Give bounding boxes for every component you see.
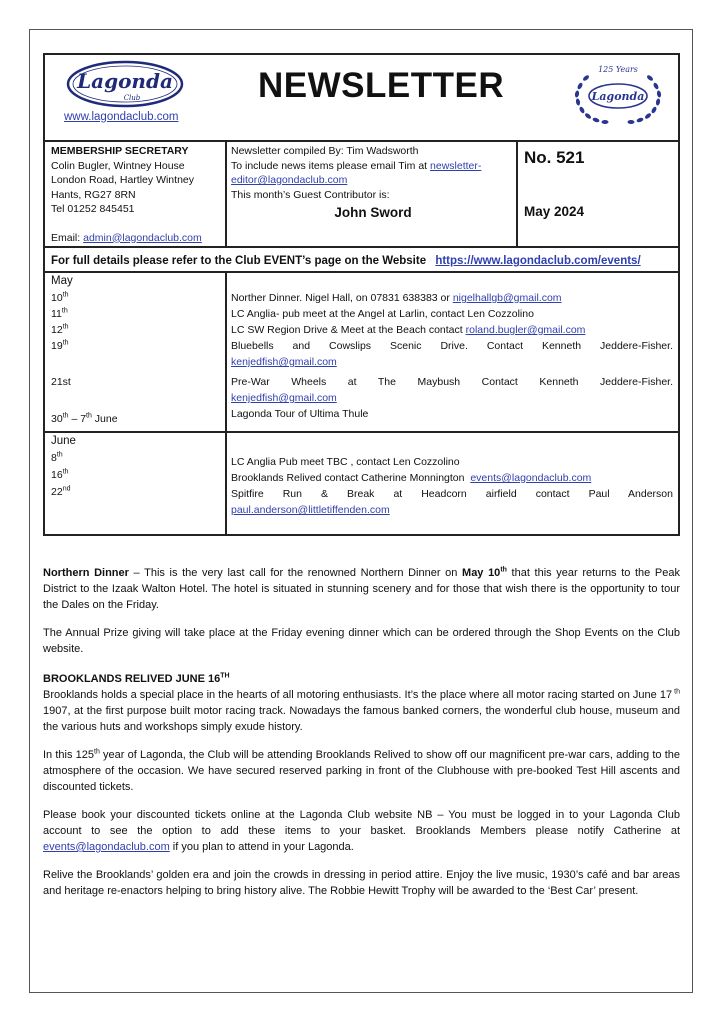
divider [225, 271, 227, 535]
anniversary-logo-text: Lagonda [591, 90, 645, 103]
event-item: Spitfire Run & Break at Headcorn airfield contact Paul Anderson [231, 488, 673, 500]
brooklands-heading: BROOKLANDS RELIVED JUNE 16TH [43, 672, 230, 685]
event-item: Pre-War Wheels at The Maybush Contact Kenneth Jeddere-Fisher. [231, 376, 673, 388]
article-northern-dinner [43, 565, 680, 657]
event-item-email [231, 392, 337, 404]
brooklands-paragraph-1: Brooklands holds a special place in the hearts of all motoring enthusiasts. It’s the place where all motor racing started on June 17 $^{th}$ 1907, at the first purpose built motor racing track. Nowadays the famous banked corners, the wonderful club house, museum and the various huts and workshops simply exude history. [43, 688, 680, 733]
event-item: LC SW Region Drive & Meet at the Beach contact roland.bugler@gmail.com [231, 324, 586, 336]
event-item-email [231, 356, 337, 368]
address-line: London Road, Hartley Wintney [51, 174, 194, 186]
northern-dinner-paragraph: Northern Dinner – This is the very last call for the renowned Northern Dinner on May 10th that this year returns to the Peak District to the Izaak Walton Hotel. The hotel is situated in stunning scenery and for those that wish there is the opportunity to tour the Dales on the Friday. [43, 566, 680, 611]
brooklands-paragraph-4: Relive the Brooklands’ golden era and join the crowds in dressing in period attire. Enjoy the live music, 1930’s café and bar areas and heritage re-enactors helping to bring history alive. The Robbie Hewitt Trophy will be awarded to the ‘Best Car’ present. [43, 869, 680, 897]
event-date: 30th – 7th June [51, 412, 118, 425]
email-label: Email: [51, 231, 81, 244]
brooklands-paragraph-3: Please book your discounted tickets online at the Lagonda Club website NB – You must be logged in to your Lagonda Club account to see the option to add these items to your basket. Brooklands Members please notify Catherine at events@lagondaclub.com if you plan to attend in your Lagonda. [43, 809, 680, 853]
email-line [51, 231, 221, 246]
divider [516, 140, 518, 247]
newsletter-title: NEWSLETTER [258, 66, 505, 105]
guest-contributor-name: John Sword [334, 205, 412, 220]
logo-text: Lagonda [77, 69, 173, 93]
divider [225, 140, 227, 247]
include-text: To include news items please email Tim at [231, 159, 428, 172]
address-line: Hants, RG27 8RN [51, 188, 136, 201]
event-item: Norther Dinner. Nigel Hall, on 07831 638383 or nigelhallgb@gmail.com [231, 292, 562, 304]
event-date: 21st [51, 376, 71, 388]
event-item: Bluebells and Cowslips Scenic Drive. Contact Kenneth Jeddere-Fisher. [231, 340, 673, 352]
event-date: 19th [51, 339, 69, 352]
membership-email-link[interactable]: admin@lagondaclub.com [83, 231, 202, 244]
compiler-info [231, 144, 515, 202]
event-date: 16th [51, 468, 69, 481]
events-page-link[interactable]: https://www.lagondaclub.com/events/ [435, 255, 641, 267]
lagonda-club-logo [66, 60, 184, 108]
event-item-email [231, 504, 390, 516]
event-item: Brooklands Relived contact Catherine Monnington events@lagondaclub.com [231, 472, 592, 484]
issue-number: No. 521 [524, 148, 585, 167]
logo-subtext: Club [123, 94, 141, 102]
events-banner-text: For full details please refer to the Club EVENT’s page on the Website [51, 255, 427, 267]
guest-label: This month’s Guest Contributor is: [231, 188, 390, 201]
event-item: Lagonda Tour of Ultima Thule [231, 408, 369, 420]
divider [43, 140, 680, 142]
newsletter-email-link-part1[interactable]: newsletter- [430, 159, 482, 172]
events-email-link[interactable]: events@lagondaclub.com [43, 841, 170, 853]
event-date: 10th [51, 291, 69, 304]
compiled-by: Newsletter compiled By: Tim Wadsworth [231, 145, 419, 157]
address-line: Colin Bugler, Wintney House [51, 159, 185, 172]
event-date: 8th [51, 451, 63, 464]
phone-line: Tel 01252 845451 [51, 203, 135, 215]
newsletter-email-link-part2[interactable]: editor@lagondaclub.com [231, 174, 348, 186]
include-news-line [231, 159, 515, 174]
brooklands-paragraph-2: In this 125th year of Lagonda, the Club will be attending Brooklands Relived to show off our magnificent pre-war cars, adding to the atmosphere of the occasion. We have secured reserved parking in front of the Clubhouse with pre-booked Test Hill ascents and discounted tickets. [43, 748, 680, 793]
anniversary-badge-icon [566, 58, 670, 130]
membership-heading: MEMBERSHIP SECRETARY [51, 145, 189, 157]
event-email-link[interactable]: kenjedfish@gmail.com [231, 392, 337, 404]
anniversary-text: 125 Years [598, 65, 638, 74]
divider [43, 246, 680, 248]
prize-giving-paragraph: The Annual Prize giving will take place at the Friday evening dinner which can be ordered through the Shop Events on the Club website. [43, 627, 680, 655]
divider [43, 431, 680, 433]
event-email-link[interactable]: paul.anderson@littletiffenden.com [231, 504, 390, 516]
month-label-june: June [51, 435, 76, 447]
article-brooklands [43, 671, 680, 899]
event-email-link[interactable]: kenjedfish@gmail.com [231, 356, 337, 368]
membership-secretary [51, 144, 221, 245]
event-email-link[interactable]: events@lagondaclub.com [470, 472, 592, 484]
event-date: 22nd [51, 485, 71, 498]
event-email-link[interactable]: roland.bugler@gmail.com [465, 324, 586, 336]
event-item: LC Anglia- pub meet at the Angel at Larlin, contact Len Cozzolino [231, 308, 534, 320]
event-email-link[interactable]: nigelhallgb@gmail.com [452, 292, 562, 304]
issue-date: May 2024 [524, 204, 585, 219]
event-date: 12th [51, 323, 69, 336]
events-banner [51, 255, 641, 267]
event-item: LC Anglia Pub meet TBC , contact Len Cozzolino [231, 456, 460, 468]
month-label-may: May [51, 275, 73, 287]
website-link[interactable]: www.lagondaclub.com [64, 111, 179, 123]
event-date: 11th [51, 307, 68, 320]
divider [43, 271, 680, 273]
